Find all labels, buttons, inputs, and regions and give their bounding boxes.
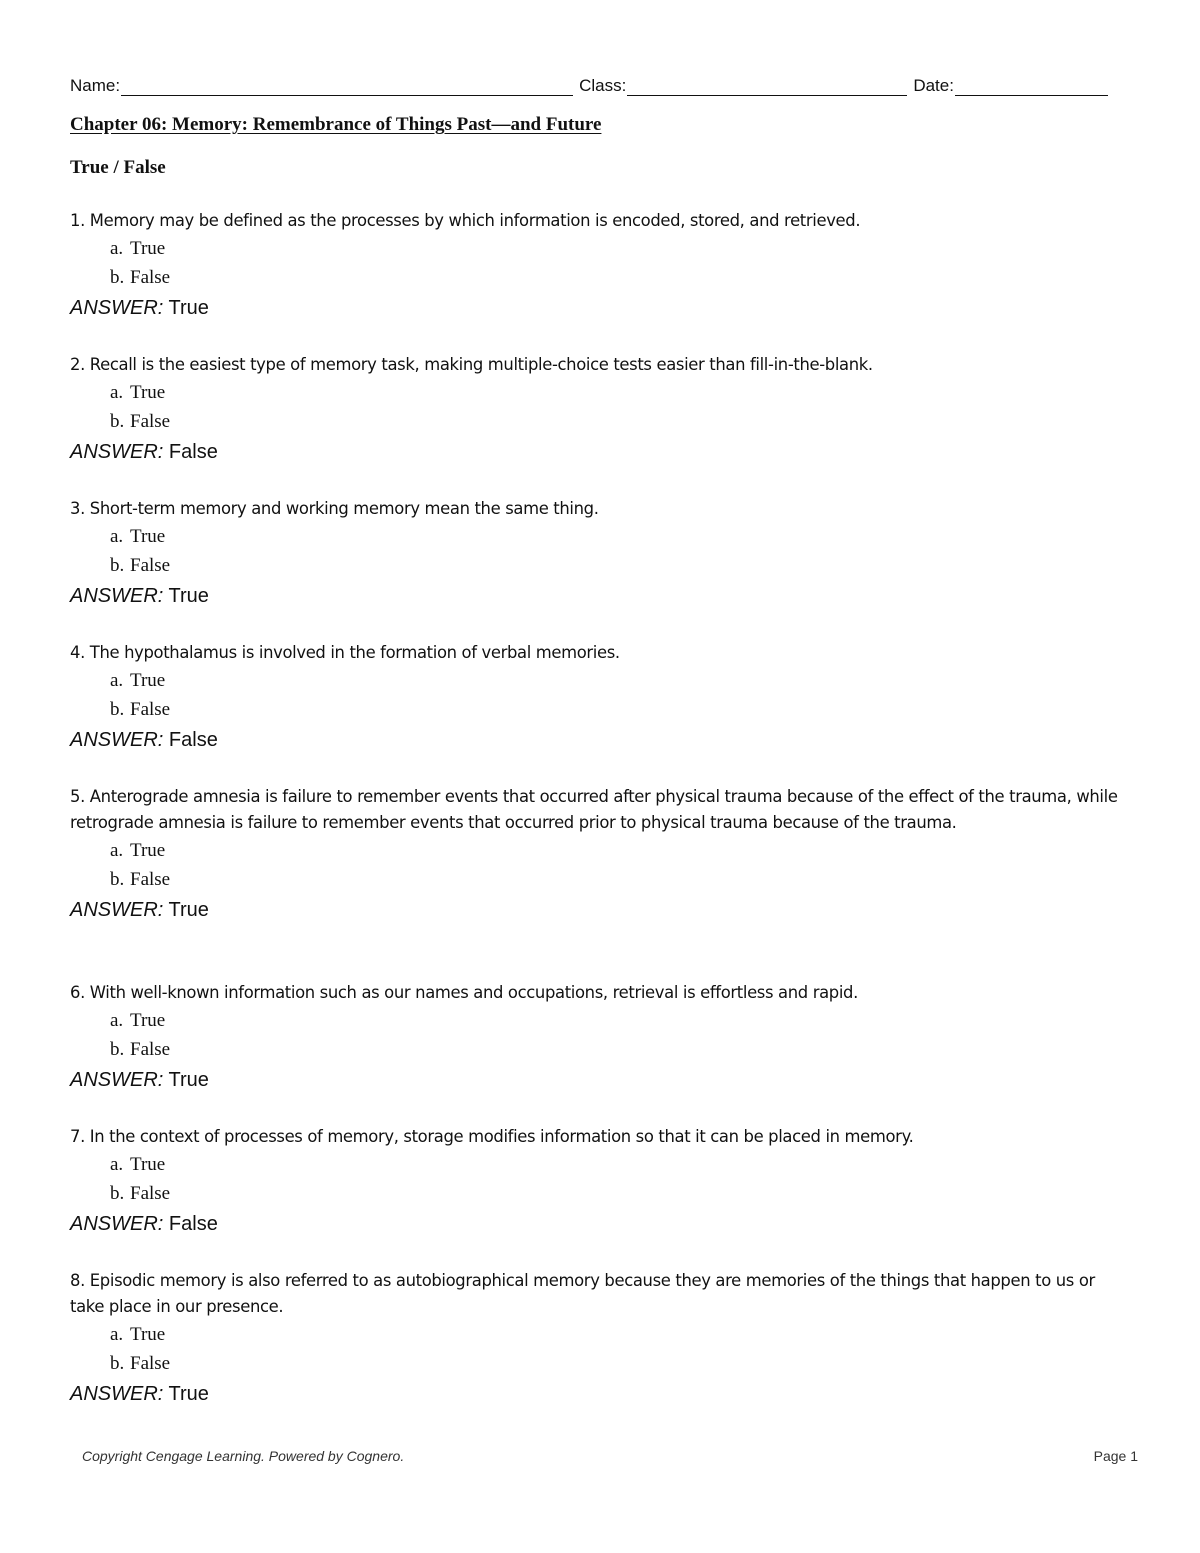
- answer-value: True: [168, 297, 209, 319]
- answer-value: False: [168, 729, 218, 751]
- answer-value: True: [168, 1069, 209, 1091]
- question-7: [70, 1124, 1130, 1239]
- choice-a: [70, 1320, 1130, 1349]
- choice-a: [70, 666, 1130, 695]
- answer-value: True: [168, 899, 209, 921]
- choice-a: [70, 1006, 1130, 1035]
- choice-a: [70, 234, 1130, 263]
- answer-line: [70, 895, 1130, 925]
- question-text: 6. With well-known information such as our names and occupations, retrieval is effortless and rapid.: [70, 983, 858, 1002]
- class-blank: [627, 77, 907, 96]
- question-text: 5. Anterograde amnesia is failure to remember events that occurred after physical trauma because of the effect of the trauma, while retrograde amnesia is failure to remember events that occurred prior to physical trauma because of the trauma.: [70, 787, 1118, 832]
- choice-letter: b.: [110, 1183, 125, 1204]
- choice-text: True: [130, 670, 166, 691]
- answer-line: [70, 437, 1130, 467]
- class-label: Class:: [579, 76, 627, 95]
- choice-a: [70, 522, 1130, 551]
- question-text: 4. The hypothalamus is involved in the formation of verbal memories.: [70, 643, 620, 662]
- choice-letter: b.: [110, 1039, 125, 1060]
- choice-letter: a.: [110, 840, 124, 861]
- choice-text: False: [130, 699, 171, 720]
- choice-letter: b.: [110, 869, 125, 890]
- question-6: [70, 980, 1130, 1095]
- answer-value: False: [168, 1213, 218, 1235]
- choice-letter: b.: [110, 411, 125, 432]
- choice-letter: a.: [110, 670, 124, 691]
- choice-b: [70, 407, 1130, 436]
- question-5: [70, 784, 1130, 925]
- question-text: 8. Episodic memory is also referred to as autobiographical memory because they are memories of the things that happen to us or take place in our presence.: [70, 1271, 1095, 1316]
- choice-text: True: [130, 238, 166, 259]
- student-info-header: [70, 72, 1130, 96]
- choice-text: False: [130, 869, 171, 890]
- choice-b: [70, 1035, 1130, 1064]
- question-text: 7. In the context of processes of memory, storage modifies information so that it can be placed in memory.: [70, 1127, 914, 1146]
- choice-text: True: [130, 840, 166, 861]
- choice-letter: a.: [110, 526, 124, 547]
- choice-letter: b.: [110, 1353, 125, 1374]
- choice-text: True: [130, 526, 166, 547]
- choice-b: [70, 551, 1130, 580]
- choice-text: True: [130, 1010, 166, 1031]
- choice-letter: b.: [110, 555, 125, 576]
- answer-line: [70, 581, 1130, 611]
- answer-label: ANSWER:: [70, 729, 164, 751]
- choice-a: [70, 378, 1130, 407]
- question-2: [70, 352, 1130, 467]
- choice-b: [70, 865, 1130, 894]
- answer-label: ANSWER:: [70, 1213, 164, 1235]
- choice-b: [70, 1349, 1130, 1378]
- choice-text: True: [130, 1324, 166, 1345]
- footer-copyright: Copyright Cengage Learning. Powered by Cognero.: [82, 1448, 405, 1464]
- answer-line: [70, 1209, 1130, 1239]
- answer-label: ANSWER:: [70, 585, 164, 607]
- question-8: [70, 1268, 1130, 1409]
- question-text: 1. Memory may be defined as the processes by which information is encoded, stored, and retrieved.: [70, 211, 861, 230]
- answer-value: True: [168, 585, 209, 607]
- name-blank: [121, 77, 573, 96]
- answer-label: ANSWER:: [70, 297, 164, 319]
- choice-text: False: [130, 1353, 171, 1374]
- choice-b: [70, 263, 1130, 292]
- question-4: [70, 640, 1130, 755]
- choice-text: False: [130, 411, 171, 432]
- choice-text: False: [130, 555, 171, 576]
- answer-label: ANSWER:: [70, 1383, 164, 1405]
- choice-letter: b.: [110, 699, 125, 720]
- section-title: True / False: [70, 157, 166, 178]
- choice-b: [70, 1179, 1130, 1208]
- answer-label: ANSWER:: [70, 899, 164, 921]
- choice-text: False: [130, 267, 171, 288]
- answer-label: ANSWER:: [70, 441, 164, 463]
- answer-label: ANSWER:: [70, 1069, 164, 1091]
- choice-a: [70, 1150, 1130, 1179]
- answer-line: [70, 725, 1130, 755]
- question-text: 3. Short-term memory and working memory mean the same thing.: [70, 499, 599, 518]
- choice-text: False: [130, 1039, 171, 1060]
- choice-letter: b.: [110, 267, 125, 288]
- answer-line: [70, 1065, 1130, 1095]
- date-label: Date:: [913, 76, 954, 95]
- choice-letter: a.: [110, 382, 124, 403]
- page-number: Page 1: [1093, 1448, 1138, 1464]
- question-1: [70, 208, 1130, 323]
- choice-text: True: [130, 1154, 166, 1175]
- choice-a: [70, 836, 1130, 865]
- choice-letter: a.: [110, 1154, 124, 1175]
- name-label: Name:: [70, 76, 121, 95]
- choice-text: False: [130, 1183, 171, 1204]
- choice-letter: a.: [110, 238, 124, 259]
- answer-value: False: [168, 441, 218, 463]
- choice-text: True: [130, 382, 166, 403]
- answer-line: [70, 1379, 1130, 1409]
- choice-letter: a.: [110, 1010, 124, 1031]
- answer-value: True: [168, 1383, 209, 1405]
- question-text: 2. Recall is the easiest type of memory task, making multiple-choice tests easier than fill-in-the-blank.: [70, 355, 873, 374]
- date-blank: [955, 77, 1108, 96]
- chapter-title: Chapter 06: Memory: Remembrance of Things Past—and Future: [70, 114, 602, 135]
- question-3: [70, 496, 1130, 611]
- answer-line: [70, 293, 1130, 323]
- choice-b: [70, 695, 1130, 724]
- choice-letter: a.: [110, 1324, 124, 1345]
